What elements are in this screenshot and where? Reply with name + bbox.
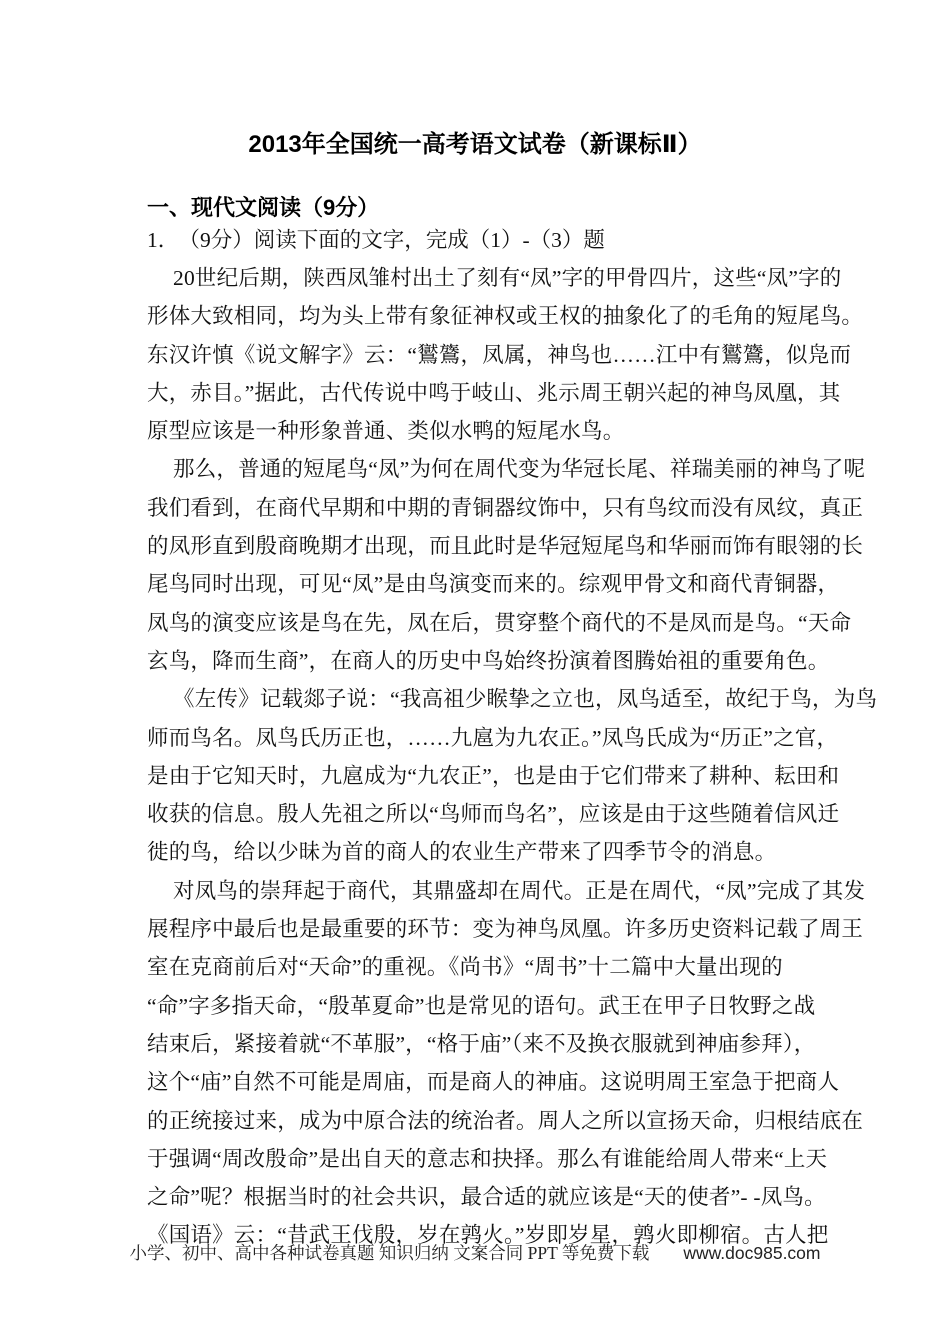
- paragraph-line: 于强调“周改殷命”是出自天的意志和抉择。那么有谁能给周人带来“上天: [147, 1146, 828, 1171]
- paragraph-line: “命”字多指天命，“殷革夏命”也是常见的语句。武王在甲子日牧野之战: [147, 993, 816, 1018]
- paragraph-line: 20世纪后期，陕西凤雏村出土了刻有“凤”字的甲骨四片，这些“凤”字的: [173, 266, 842, 290]
- question-line: [147, 223, 605, 254]
- paragraph-line: 结束后，紧接着就“不革服”，“格于庙”（来不及换衣服就到神庙参拜），: [147, 1031, 816, 1056]
- paragraph-line: 是由于它知天时，九扈成为“九农正”，也是由于它们带来了耕种、耘田和: [147, 763, 840, 788]
- question-number: 1．: [147, 228, 180, 252]
- paragraph-line: 徙的鸟，给以少昧为首的商人的农业生产带来了四季节令的消息。: [147, 840, 777, 865]
- paragraph-line: 形体大致相同，均为头上带有象征神权或王权的抽象化了的毛角的短尾鸟。: [147, 304, 864, 329]
- page-footer: [0, 1240, 950, 1265]
- question-intro-text: （9分）阅读下面的文字，完成（1）-（3）题: [189, 228, 605, 252]
- paragraph-line: 原型应该是一种形象普通、类似水鸭的短尾水鸟。: [147, 419, 625, 444]
- paragraph-line: 收获的信息。殷人先祖之所以“鸟师而鸟名”，应该是由于这些随着信风迁: [147, 802, 840, 827]
- paragraph: [147, 872, 866, 1255]
- footer-site-link[interactable]: www.doc985.com: [683, 1243, 821, 1263]
- section-heading: 一、现代文阅读（9分）: [147, 195, 380, 220]
- paragraph-line: 的正统接过来，成为中原合法的统治者。周人之所以宣扬天命，归根结底在: [147, 1108, 864, 1133]
- paragraph: [147, 450, 866, 680]
- paragraph-line: 尾鸟同时出现，可见“凤”是由鸟演变而来的。综观甲骨文和商代青铜器，: [147, 572, 840, 597]
- paragraph: [147, 680, 878, 871]
- paragraph-line: 之命”呢？根据当时的社会共识，最合适的就应该是“天的使者”- -凤鸟。: [147, 1185, 826, 1210]
- paragraph-line: 那么，普通的短尾鸟“凤”为何在周代变为华冠长尾、祥瑞美丽的神鸟了呢: [173, 457, 866, 482]
- page-title: 2013年全国统一高考语文试卷（新课标Ⅱ）: [248, 131, 702, 158]
- paragraph-line: 凤鸟的演变应该是鸟在先，凤在后，贯穿整个商代的不是凤而是鸟。“天命: [147, 610, 852, 635]
- paragraph-line: 展程序中最后也是最重要的环节：变为神鸟凤凰。许多历史资料记载了周王: [147, 917, 864, 942]
- paragraph-line: 玄鸟，降而生商”，在商人的历史中鸟始终扮演着图腾始祖的重要角色。: [147, 648, 830, 673]
- paragraph-line: 《左传》记载郯子说：“我高祖少睺挚之立也，凤鸟适至，故纪于鸟，为鸟: [173, 687, 878, 712]
- footer-promo-text: 小学、初中、高中各种试卷真题 知识归纳 文案合同 PPT 等免费下载: [129, 1243, 650, 1263]
- paragraph-line: 对凤鸟的崇拜起于商代，其鼎盛却在周代。正是在周代，“凤”完成了其发: [173, 878, 866, 903]
- paragraph-line: 东汉许慎《说文解字》云：“鸑鷟，凤属，神鸟也……江中有鸑鷟，似凫而: [147, 342, 852, 367]
- paragraph-line: 这个“庙”自然不可能是周庙，而是商人的神庙。这说明周王室急于把商人: [147, 1070, 840, 1095]
- paragraph-line: 室在克商前后对“天命”的重视。《尚书》“周书”十二篇中大量出现的: [147, 955, 783, 980]
- paragraph-line: 师而鸟名。凤鸟氏历正也，……九扈为九农正。”凤鸟氏成为“历正”之官，: [147, 725, 839, 750]
- paragraph-line: 《国语》云：“昔武王伐殷，岁在鹑火。”岁即岁星，鹑火即柳宿。古人把: [147, 1223, 829, 1248]
- paragraph: [147, 259, 864, 450]
- paragraph-line: 大，赤目。”据此，古代传说中鸣于岐山、兆示周王朝兴起的神鸟凤凰，其: [147, 380, 841, 405]
- reading-passage: [147, 259, 878, 1255]
- paragraph-line: 我们看到，在商代早期和中期的青铜器纹饰中，只有鸟纹而没有凤纹，真正: [147, 495, 864, 520]
- paragraph-line: 的凤形直到殷商晚期才出现，而且此时是华冠短尾鸟和华丽而饰有眼翎的长: [147, 534, 864, 559]
